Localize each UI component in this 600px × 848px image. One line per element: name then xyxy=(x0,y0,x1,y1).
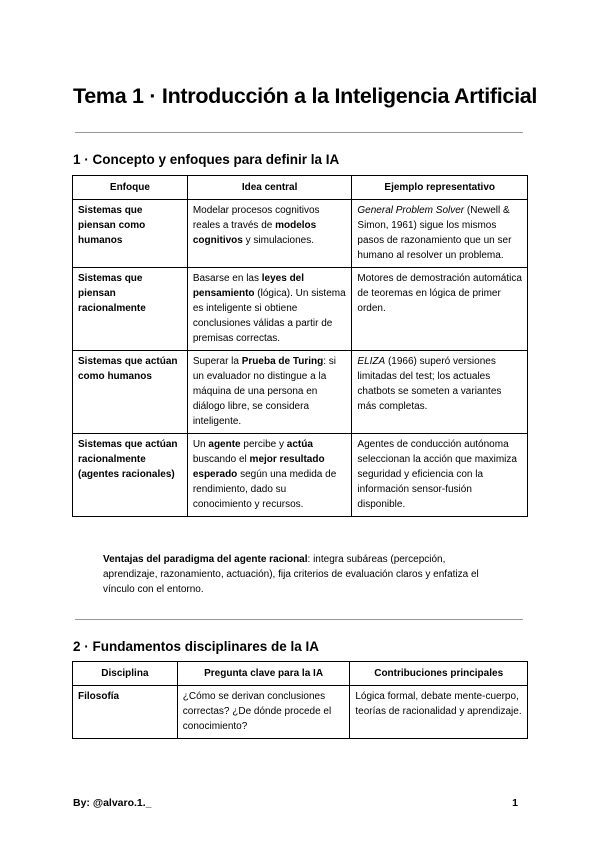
cell-text-run: y simulaciones. xyxy=(242,235,314,246)
divider xyxy=(75,132,523,133)
cell-idea-central xyxy=(187,200,352,268)
cell-text-run: leyes del pensamiento xyxy=(192,273,305,299)
cell-ejemplo xyxy=(352,268,528,351)
cell-enfoque: Sistemas que actúan como humanos xyxy=(73,351,188,434)
column-header-ejemplo: Ejemplo representativo xyxy=(352,176,528,200)
cell-text-run: mejor resultado esperado xyxy=(192,454,325,480)
cell-text-run: General Problem Solver xyxy=(357,205,465,216)
table-header-row xyxy=(73,662,528,686)
disciplines-table-body xyxy=(73,686,528,739)
cell-text-run: Superar la xyxy=(192,356,242,367)
cell-ejemplo xyxy=(352,351,528,434)
column-header-contribuciones: Contribuciones principales xyxy=(350,662,528,686)
cell-text-run: Un xyxy=(192,439,209,450)
cell-text-run: Agentes de conducción autónoma seleccionan la acción que maximiza seguridad y eficiencia con la información sensor-fusión disponible. xyxy=(357,439,517,510)
column-header-enfoque: Enfoque xyxy=(73,176,188,200)
cell-text-run: : si un evaluador no distingue a la máquina de una persona en diálogo libre, se considera inteligente. xyxy=(192,356,337,427)
table-row xyxy=(73,434,528,517)
cell-text-run: percibe y xyxy=(240,439,287,450)
cell-enfoque: Sistemas que actúan racionalmente (agentes racionales) xyxy=(73,434,188,517)
section-1-heading: 1 · Concepto y enfoques para definir la IA xyxy=(73,152,340,167)
page-number: 1 xyxy=(512,797,518,809)
cell-text-run: ELIZA xyxy=(357,356,386,367)
section-2-heading: 2 · Fundamentos disciplinares de la IA xyxy=(73,639,320,654)
cell-text-run: Motores de demostración automática de teoremas en lógica de primer orden. xyxy=(357,273,522,314)
cell-text-run: actúa xyxy=(286,439,313,450)
cell-text-run: buscando el xyxy=(192,454,250,465)
cell-idea-central xyxy=(187,268,352,351)
column-header-disciplina: Disciplina xyxy=(73,662,178,686)
cell-text-run: (lógica). Un sistema es inteligente si obtiene conclusiones válidas a partir de premisas correctas. xyxy=(192,288,346,344)
cell-idea-central xyxy=(187,351,352,434)
table-row xyxy=(73,268,528,351)
cell-text-run: Modelar procesos cognitivos reales a través de xyxy=(192,205,320,231)
footer-author: By: @alvaro.1._ xyxy=(73,797,152,809)
cell-text-run: (Newell & Simon, 1961) sigue los mismos pasos de razonamiento que un ser humano al resolver un problema. xyxy=(357,205,512,261)
advantages-note xyxy=(103,552,498,597)
divider xyxy=(75,619,523,620)
disciplines-table xyxy=(72,661,528,739)
cell-ejemplo xyxy=(352,200,528,268)
cell-pregunta: ¿Cómo se derivan conclusiones correctas? ¿De dónde procede el conocimiento? xyxy=(177,686,350,739)
column-header-pregunta: Pregunta clave para la IA xyxy=(177,662,350,686)
cell-text-run: agente xyxy=(208,439,241,450)
cell-enfoque: Sistemas que piensan como humanos xyxy=(73,200,188,268)
table-header-row xyxy=(73,176,528,200)
cell-contribuciones: Lógica formal, debate mente-cuerpo, teorías de racionalidad y aprendizaje. xyxy=(350,686,528,739)
cell-enfoque: Sistemas que piensan racionalmente xyxy=(73,268,188,351)
table-row xyxy=(73,200,528,268)
cell-disciplina: Filosofía xyxy=(73,686,178,739)
cell-text-run: según una medida de rendimiento, dado su conocimiento y recursos. xyxy=(192,469,337,510)
approaches-table xyxy=(72,175,528,517)
table-row xyxy=(73,686,528,739)
cell-text-run: (1966) superó versiones limitadas del test; los actuales chatbots se someten a variantes más completas. xyxy=(357,356,502,412)
page-title: Tema 1 · Introducción a la Inteligencia Artificial xyxy=(73,84,538,108)
cell-idea-central xyxy=(187,434,352,517)
advantages-note-label: Ventajas del paradigma del agente racional xyxy=(103,554,308,565)
column-header-idea: Idea central xyxy=(187,176,352,200)
cell-ejemplo xyxy=(352,434,528,517)
cell-text-run: modelos cognitivos xyxy=(192,220,317,246)
cell-text-run: Prueba de Turing xyxy=(241,356,324,367)
advantages-note-text: : integra subáreas (percepción, aprendizaje, razonamiento, actuación), fija criterios de evaluación claros y enfatiza el vínculo con el entorno. xyxy=(103,554,479,595)
table-row xyxy=(73,351,528,434)
cell-text-run: Basarse en las xyxy=(192,273,262,284)
approaches-table-body xyxy=(73,200,528,517)
